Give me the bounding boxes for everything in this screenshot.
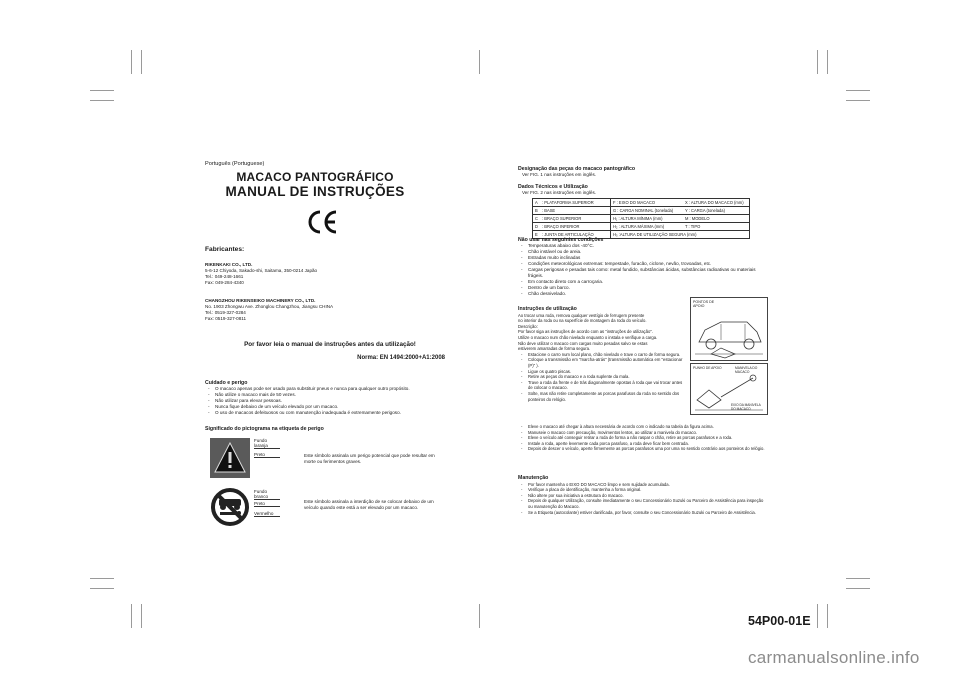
table-cell: G : CARGA NOMINAL (tonelada) [610, 207, 683, 215]
list-item: - Não altere por sua iniciativa a estrutura do macaco. [518, 493, 768, 499]
list-item: - Chão instável ou de areia. [518, 249, 768, 255]
jack-crank-icon [691, 364, 767, 414]
list-item: - Eleve o veículo até conseguir retirar a roda de forma a não raspar o chão, retire as porcas parafusos e a roda. [518, 435, 768, 441]
maintenance-list [518, 482, 768, 516]
manufacturer-1-fax: Fax: 049-284-4340 [205, 280, 244, 285]
fig2-label-shaft: EIXO DA MANIVELA DO MACACO [731, 403, 761, 411]
label-black: Preto [254, 452, 280, 458]
table-cell: : BRAÇO SUPERIOR [540, 215, 611, 223]
list-item: - Retire as peças do macaco e a roda suplente da mala. [518, 374, 686, 380]
usage-intro-line: Por favor siga as instruções de acordo com as "instruções de utilização". [518, 329, 653, 335]
list-item: - Eleve o macaco até chegar à altura necessária de acordo com o indicado na tabela da figura acima. [518, 424, 768, 430]
list-item: - Cargas perigosas e pesadas tais como: metal fundido, substâncias ácidas, substâncias radioativas ou materiais frágeis. [518, 267, 768, 279]
table-cell: : PLATAFORMA SUPERIOR [540, 199, 611, 207]
usage-heading: Instruções de utilização [518, 306, 577, 312]
parts-heading: Designação das peças do macaco pantográfico [518, 166, 636, 172]
list-item: - O macaco apenas pode ser usado para substituir pneus e nunca para qualquer outro propósito. [205, 386, 455, 392]
manufacturer-1 [205, 262, 455, 286]
table-cell: : BRAÇO INFERIOR [540, 223, 611, 231]
list-item: - Trave a roda da frente e de trás diagonalmente opostas à roda que vai trocar antes de colocar o macaco. [518, 380, 686, 391]
usage-intro-line: no interior da roda ou na superfície de montagem da roda do veículo. [518, 318, 647, 324]
list-item: - Chão desnivelado. [518, 291, 768, 297]
list-item: - O uso de macacos defeituosos ou com manutenção inadequada é extremamente perigoso. [205, 410, 455, 416]
list-item: - Depois de qualquer Utilização, consulte imediatamente o seu Concessionário Suzuki ou Parceiro de Assistência para inspeção ou manutenção do Macaco. [518, 498, 768, 509]
label-red: Vermelho [254, 511, 280, 517]
prohibition-icon [210, 487, 250, 527]
table-cell: H₃ :ALTURA DE UTILIZAÇÃO SEGURA (mm) [610, 231, 749, 239]
manufacturer-2-address: No. 1903 Zhongwu Ave. Zhonglou Changzhou, Jiangsu CHINA [205, 304, 334, 309]
list-item: - Não utilizar para elevar pessoas. [205, 398, 455, 404]
usage-list-b [518, 424, 768, 452]
tech-data-table [532, 198, 750, 239]
list-item: - Instale a roda, aperte levemente cada porca parafuso, a roda deve ficar bem centrada. [518, 441, 768, 447]
usage-intro-line: Utilize o macaco num chão nivelado enquanto o instala e verifique a carga. [518, 334, 658, 340]
table-cell: Y : CARGA (tonelada) [683, 207, 750, 215]
jack-handle-figure [690, 363, 768, 415]
manufacturer-2-name: CHANGZHOU RIKENSEIKO MACHINERY CO., LTD. [205, 298, 316, 303]
warning-triangle-icon [210, 438, 250, 478]
pictogram-1-text: Este símbolo assinala um perigo potencial que pode resultar em morte ou ferimentos graves. [304, 453, 435, 464]
table-cell: T : TIPO [683, 223, 750, 231]
caution-list [205, 386, 455, 416]
watermark: carmanualsonline.info [748, 648, 920, 667]
fig2-label-crank: MANIVELA DO MACACO [735, 366, 758, 374]
label-white-bg: Fundo branco [254, 489, 280, 500]
tech-ref: Ver FIG. 2 nas instruções em inglês. [522, 190, 597, 195]
caution-section [205, 380, 455, 416]
read-manual-notice: Por favor leia o manual de instruções antes da utilização! [244, 341, 416, 348]
document-code: 54P00-01E [748, 614, 811, 628]
list-item: - Estradas muito inclinadas [518, 255, 768, 261]
table-cell: : JUNTA DE ARTICULAÇÃO [540, 231, 611, 239]
table-cell: B [533, 207, 540, 215]
table-cell: D [533, 223, 540, 231]
caution-heading: Cuidado e perigo [205, 380, 248, 386]
manufacturer-1-address: 5-6-12 Chiyoda, Sakado-shi, Saitama, 350-0214 Japão [205, 268, 318, 273]
list-item: - Por favor mantenha o EIXO DO MACACO limpo e sem sujidade acumulada. [518, 482, 768, 488]
no-under-vehicle-pictogram [210, 487, 250, 527]
table-cell: H₂ : ALTURA MÁXIMA (mm) [610, 223, 683, 231]
table-cell: M : MODELO [683, 215, 750, 223]
table-row [533, 223, 750, 231]
manufacturer-2-tel: Tel.: 0519-327-0284 [205, 310, 246, 315]
ce-mark-icon [305, 207, 341, 237]
list-item: - Depois de descer o veículo, aperte firmemente as porcas parafusos uma por uma no sentido contrário aos ponteiros do relógio. [518, 446, 768, 452]
usage-section-cont [518, 424, 768, 452]
title-line1: MACACO PANTOGRÁFICO [236, 170, 394, 184]
manufacturer-2-fax: Fax: 0519-327-0811 [205, 316, 247, 321]
usage-intro-line: Não deve utilizar o macaco com cargas muito pesadas salvo se estas [518, 340, 648, 346]
usage-section [518, 307, 686, 402]
list-item: - Não utilize o macaco mais de 50 vezes. [205, 392, 455, 398]
list-item: - Condições meteorológicas extremas: tempestade, furacão, ciclone, nevão, trovoadas, etc. [518, 261, 768, 267]
parts-section [518, 166, 768, 178]
table-cell: C [533, 215, 540, 223]
tech-heading: Dados Técnicos e Utilização [518, 184, 588, 190]
title-line2: MANUAL DE INSTRUÇÕES [225, 184, 405, 199]
parts-ref: Ver FIG. 1 nas instruções em inglês. [522, 172, 597, 177]
table-cell: X : ALTURA DO MACACO (mm) [683, 199, 750, 207]
car-silhouette-icon [691, 298, 767, 360]
norm-label: Norma: EN 1494:2000+A1:2008 [357, 355, 445, 361]
manufacturer-1-tel: Tel.: 049-248-1661 [205, 274, 244, 279]
table-row [533, 199, 750, 207]
manufacturer-2 [205, 298, 455, 322]
list-item: - Temperaturas abaixo dos -40°C. [518, 243, 768, 249]
table-cell: A [533, 199, 540, 207]
list-item: - Manuseie o macaco com precaução, movimentos lentos, ao utilizar a manivela do macaco. [518, 430, 768, 436]
list-item: - Se a Etiqueta (autocolante) estiver danificada, por favor, consulte o seu Concessionário Suzuki ou Parceiro de Assistência. [518, 510, 768, 516]
no-use-list [518, 243, 768, 297]
pictogram-heading: Significado do pictograma na etiqueta de perigo [205, 426, 324, 432]
language-label: Português (Portuguese) [205, 161, 265, 167]
table-row [533, 215, 750, 223]
warning-pictogram [210, 438, 250, 478]
table-cell: H₁ : ALTURA MÍNIMA (mm) [610, 215, 683, 223]
list-item: - Dentro de um barco. [518, 285, 768, 291]
car-lifting-figure [690, 297, 768, 361]
manufacturer-1-name: RIKENKAKI CO., LTD. [205, 262, 253, 267]
tech-section [518, 184, 768, 196]
fig2-label-support: PUNHO DE APOIO [693, 366, 722, 370]
list-item: - Verifique a placa de identificação, mantenha a forma original. [518, 487, 768, 493]
table-cell: F : EIXO DO MACACO [610, 199, 683, 207]
no-use-heading: Não usar nas seguintes condições [518, 237, 604, 243]
list-item: - Em contacto direto com a carroçaria. [518, 279, 768, 285]
list-item: - Coloque a transmissão em "marcha-atrás" (transmissão automática em "estacionar (P)" ). [518, 357, 686, 368]
pictogram-2-text: Este símbolo assinala a interdição de se colocar debaixo de um veículo quando este está a ser elevado por um macaco. [304, 499, 434, 510]
list-item: - Ligue os quatro piscas. [518, 369, 686, 375]
usage-list-a [518, 352, 686, 402]
label-black-2: Preto [254, 501, 280, 507]
list-item: - Estacione o carro num local plano, chão nivelado e trave o carro de forma segura. [518, 352, 686, 358]
support-points-label: PONTOS DE APOIO [693, 300, 715, 309]
table-cell: E [533, 231, 540, 239]
usage-intro-line: Descrição: [518, 323, 538, 329]
maintenance-section [518, 476, 768, 515]
no-use-section [518, 237, 768, 297]
maintenance-heading: Manutenção [518, 475, 549, 481]
manufacturers-heading: Fabricantes: [205, 246, 245, 253]
list-item: - Nunca fique debaixo de um veículo elevado por um macaco. [205, 404, 455, 410]
list-item: - Solte, mas não retire completamente as porcas parafusos da roda no sentido dos ponteiros do relógio. [518, 391, 686, 402]
label-orange-bg: Fundo laranja [254, 438, 280, 449]
usage-intro-line: estiverem amarradas de forma segura. [518, 346, 591, 352]
table-row [533, 207, 750, 215]
table-cell: : BASE [540, 207, 611, 215]
usage-intro-line: Ao trocar uma roda, remova qualquer vestígio de ferrugem presente [518, 312, 645, 318]
